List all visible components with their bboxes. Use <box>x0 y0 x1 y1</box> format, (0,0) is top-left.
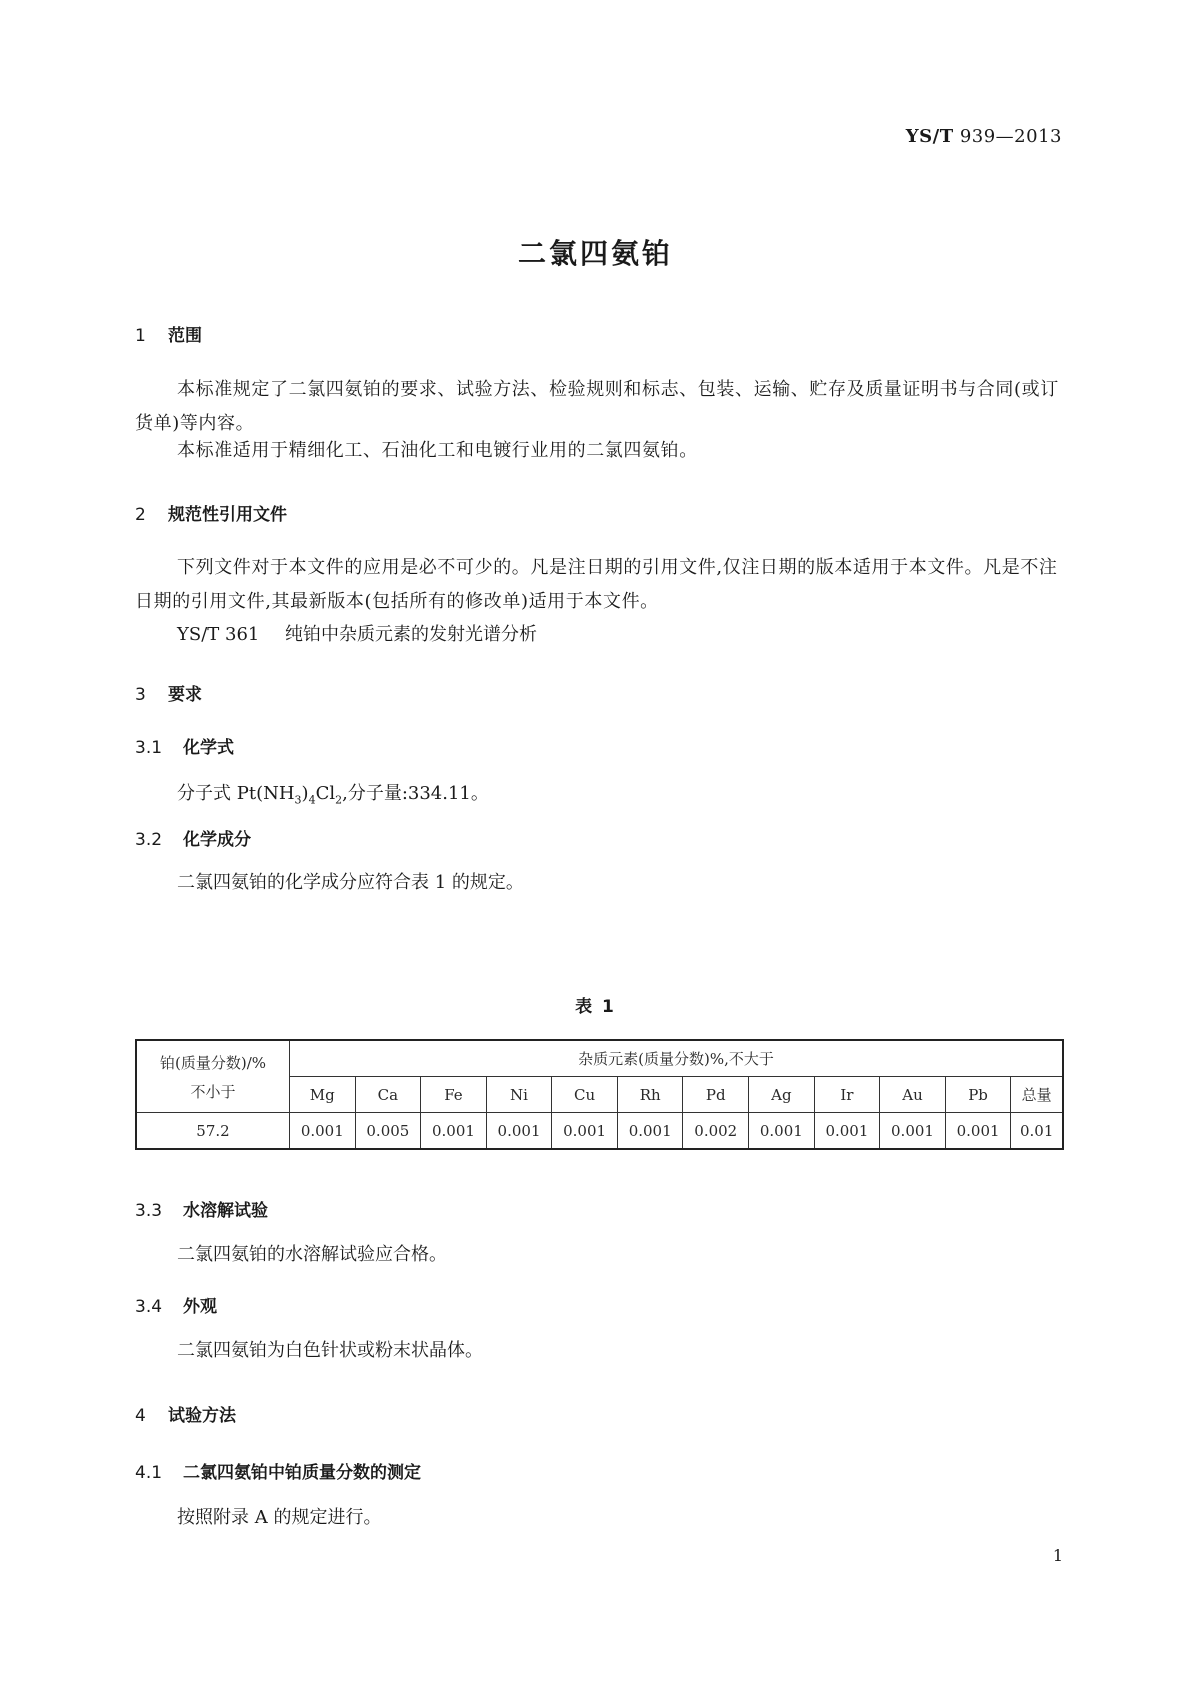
section-3-2-paragraph: 二氯四氨铂的化学成分应符合表 1 的规定。 <box>177 872 524 893</box>
section-2-heading <box>135 500 287 525</box>
section-3-3-paragraph: 二氯四氨铂的水溶解试验应合格。 <box>177 1244 447 1265</box>
section-3-4-heading <box>135 1292 217 1317</box>
impurity-value-cell: 0.001 <box>421 1113 487 1150</box>
impurity-header-cell: 杂质元素(质量分数)%,不大于 <box>290 1040 1064 1077</box>
impurity-value-cell: 0.001 <box>945 1113 1011 1150</box>
impurity-value-cell: 0.001 <box>814 1113 880 1150</box>
impurity-value-cell: 0.001 <box>552 1113 618 1150</box>
section-3-4-paragraph: 二氯四氨铂为白色针状或粉末状晶体。 <box>177 1340 483 1361</box>
element-header: Rh <box>617 1077 683 1113</box>
impurity-value-cell: 0.001 <box>486 1113 552 1150</box>
section-title: 试验方法 <box>168 1406 236 1426</box>
element-header: Ag <box>749 1077 815 1113</box>
platinum-header-cell <box>136 1040 290 1113</box>
impurity-value-cell: 0.001 <box>290 1113 356 1150</box>
section-1-heading <box>135 321 202 346</box>
section-title: 规范性引用文件 <box>168 505 287 525</box>
table-row <box>136 1113 1063 1150</box>
element-header: 总量 <box>1011 1077 1063 1113</box>
section-4-1-heading <box>135 1458 421 1483</box>
element-header: Pb <box>945 1077 1011 1113</box>
impurity-value-cell: 0.001 <box>880 1113 946 1150</box>
element-header: Au <box>880 1077 946 1113</box>
section-title: 水溶解试验 <box>183 1201 268 1221</box>
section-4-1-paragraph: 按照附录 A 的规定进行。 <box>177 1507 382 1528</box>
section-2-paragraph: 下列文件对于本文件的应用是必不可少的。凡是注日期的引用文件,仅注日期的版本适用于本文件。凡是不注日期的引用文件,其最新版本(包括所有的修改单)适用于本文件。 <box>135 557 1058 612</box>
normative-reference <box>177 620 537 646</box>
reference-code: YS/T 361 <box>177 624 260 645</box>
element-header: Fe <box>421 1077 487 1113</box>
page-number: 1 <box>1052 1546 1063 1565</box>
impurity-value-cell: 0.005 <box>355 1113 421 1150</box>
standard-prefix: YS/T <box>905 126 954 147</box>
section-title: 外观 <box>183 1297 217 1317</box>
chemical-composition-table <box>135 1039 1064 1150</box>
impurity-value-cell: 0.01 <box>1011 1113 1063 1150</box>
section-number: 3.4 <box>135 1297 163 1317</box>
platinum-header-line-1: 铂(质量分数)/% <box>159 1053 266 1072</box>
reference-title: 纯铂中杂质元素的发射光谱分析 <box>285 624 537 645</box>
document-title: 二氯四氨铂 <box>517 237 673 270</box>
section-title: 要求 <box>168 685 202 705</box>
platinum-header-line-2: 不小于 <box>190 1082 236 1101</box>
element-header: Mg <box>290 1077 356 1113</box>
impurity-value-cell: 0.001 <box>617 1113 683 1150</box>
section-number: 4.1 <box>135 1463 163 1483</box>
table-caption: 表 1 <box>575 997 616 1017</box>
section-number: 4 <box>135 1406 146 1426</box>
platinum-value-cell: 57.2 <box>136 1113 290 1150</box>
molecular-formula-line: 分子式 $Pt(NH_3)_4Cl_2$,分子量:334.11。 <box>177 783 489 807</box>
section-number: 3.1 <box>135 738 163 758</box>
element-header: Cu <box>552 1077 618 1113</box>
section-title: 化学式 <box>183 738 234 758</box>
element-header: Pd <box>683 1077 749 1113</box>
section-1-paragraph-2: 本标准适用于精细化工、石油化工和电镀行业用的二氯四氨铂。 <box>177 440 698 461</box>
section-3-2-heading <box>135 825 251 850</box>
impurity-value-cell: 0.002 <box>683 1113 749 1150</box>
section-number: 1 <box>135 326 146 346</box>
element-header: Ir <box>814 1077 880 1113</box>
standard-code <box>906 126 1062 147</box>
section-title: 二氯四氨铂中铂质量分数的测定 <box>183 1463 421 1483</box>
impurity-value-cell: 0.001 <box>749 1113 815 1150</box>
section-3-3-heading <box>135 1196 268 1221</box>
section-4-heading <box>135 1401 236 1426</box>
section-title: 范围 <box>168 326 202 346</box>
element-header: Ca <box>355 1077 421 1113</box>
element-header: Ni <box>486 1077 552 1113</box>
section-3-heading <box>135 680 202 705</box>
section-3-1-heading <box>135 733 234 758</box>
section-title: 化学成分 <box>183 830 251 850</box>
section-number: 3 <box>135 685 146 705</box>
section-1-paragraph-1: 本标准规定了二氯四氨铂的要求、试验方法、检验规则和标志、包装、运输、贮存及质量证明书与合同(或订货单)等内容。 <box>135 379 1059 434</box>
section-number: 2 <box>135 505 146 525</box>
section-number: 3.3 <box>135 1201 163 1221</box>
section-number: 3.2 <box>135 830 163 850</box>
standard-number: 939—2013 <box>959 126 1062 147</box>
